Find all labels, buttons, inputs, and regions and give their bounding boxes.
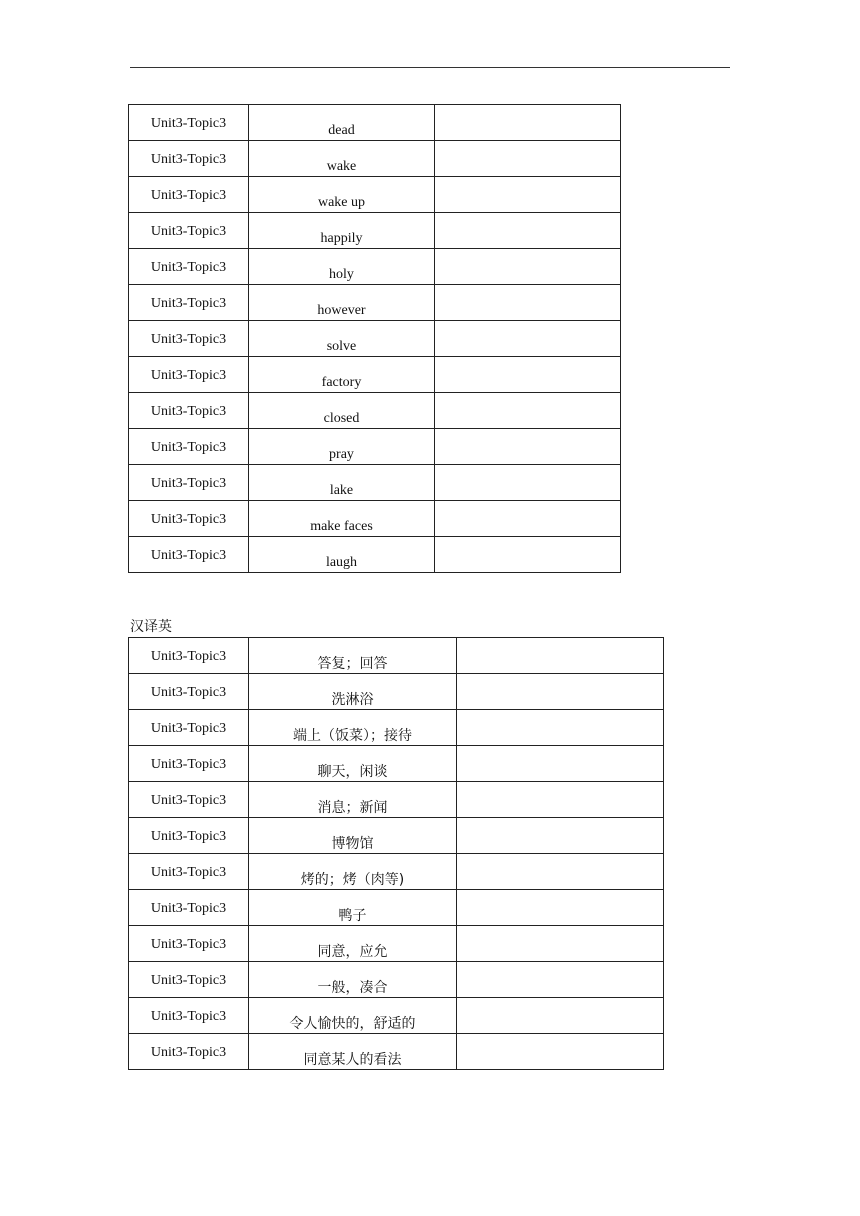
answer-cell[interactable]: [457, 746, 664, 782]
word-cell: lake: [249, 465, 435, 501]
header-rule: [130, 67, 730, 68]
unit-cell: Unit3-Topic3: [129, 429, 249, 465]
answer-cell[interactable]: [435, 429, 621, 465]
table2-body: [129, 638, 664, 1070]
table-row: [129, 105, 621, 141]
answer-cell[interactable]: [435, 105, 621, 141]
word-cell: pray: [249, 429, 435, 465]
word-cell: however: [249, 285, 435, 321]
unit-cell: Unit3-Topic3: [129, 926, 249, 962]
unit-cell: Unit3-Topic3: [129, 501, 249, 537]
word-cell: 消息；新闻: [249, 782, 457, 818]
word-cell: 博物馆: [249, 818, 457, 854]
unit-cell: Unit3-Topic3: [129, 213, 249, 249]
answer-cell[interactable]: [435, 465, 621, 501]
word-cell: 同意某人的看法: [249, 1034, 457, 1070]
unit-cell: Unit3-Topic3: [129, 177, 249, 213]
table-row: [129, 926, 664, 962]
table-row: [129, 213, 621, 249]
unit-cell: Unit3-Topic3: [129, 357, 249, 393]
word-cell: solve: [249, 321, 435, 357]
word-cell: wake: [249, 141, 435, 177]
answer-cell[interactable]: [435, 501, 621, 537]
answer-cell[interactable]: [435, 537, 621, 573]
table-row: [129, 393, 621, 429]
word-cell: 鸭子: [249, 890, 457, 926]
answer-cell[interactable]: [457, 818, 664, 854]
unit-cell: Unit3-Topic3: [129, 465, 249, 501]
unit-cell: Unit3-Topic3: [129, 890, 249, 926]
table-row: [129, 537, 621, 573]
answer-cell[interactable]: [457, 854, 664, 890]
answer-cell[interactable]: [435, 321, 621, 357]
table-row: [129, 674, 664, 710]
unit-cell: Unit3-Topic3: [129, 105, 249, 141]
unit-cell: Unit3-Topic3: [129, 854, 249, 890]
unit-cell: Unit3-Topic3: [129, 321, 249, 357]
answer-cell[interactable]: [457, 782, 664, 818]
word-cell: make faces: [249, 501, 435, 537]
unit-cell: Unit3-Topic3: [129, 674, 249, 710]
word-cell: wake up: [249, 177, 435, 213]
answer-cell[interactable]: [435, 213, 621, 249]
word-cell: 答复；回答: [249, 638, 457, 674]
answer-cell[interactable]: [435, 249, 621, 285]
table-row: [129, 962, 664, 998]
answer-cell[interactable]: [457, 998, 664, 1034]
table-row: [129, 890, 664, 926]
word-cell: 洗淋浴: [249, 674, 457, 710]
table-row: [129, 141, 621, 177]
unit-cell: Unit3-Topic3: [129, 285, 249, 321]
table-row: [129, 177, 621, 213]
unit-cell: Unit3-Topic3: [129, 962, 249, 998]
unit-cell: Unit3-Topic3: [129, 537, 249, 573]
unit-cell: Unit3-Topic3: [129, 818, 249, 854]
word-cell: happily: [249, 213, 435, 249]
table-row: [129, 710, 664, 746]
answer-cell[interactable]: [435, 141, 621, 177]
unit-cell: Unit3-Topic3: [129, 782, 249, 818]
answer-cell[interactable]: [435, 285, 621, 321]
word-cell: factory: [249, 357, 435, 393]
answer-cell[interactable]: [457, 674, 664, 710]
table-row: [129, 357, 621, 393]
word-cell: 烤的；烤（肉等): [249, 854, 457, 890]
answer-cell[interactable]: [435, 357, 621, 393]
table-row: [129, 818, 664, 854]
word-cell: closed: [249, 393, 435, 429]
unit-cell: Unit3-Topic3: [129, 998, 249, 1034]
table1-body: [129, 105, 621, 573]
answer-cell[interactable]: [457, 710, 664, 746]
table-row: [129, 854, 664, 890]
table-row: [129, 501, 621, 537]
chinese-to-english-table: [128, 637, 664, 1070]
answer-cell[interactable]: [457, 890, 664, 926]
answer-cell[interactable]: [457, 638, 664, 674]
answer-cell[interactable]: [457, 962, 664, 998]
table-row: [129, 429, 621, 465]
unit-cell: Unit3-Topic3: [129, 249, 249, 285]
word-cell: dead: [249, 105, 435, 141]
table-row: [129, 782, 664, 818]
answer-cell[interactable]: [457, 1034, 664, 1070]
english-to-chinese-table: [128, 104, 621, 573]
unit-cell: Unit3-Topic3: [129, 746, 249, 782]
table-row: [129, 1034, 664, 1070]
word-cell: 令人愉快的，舒适的: [249, 998, 457, 1034]
answer-cell[interactable]: [457, 926, 664, 962]
table-row: [129, 746, 664, 782]
table-row: [129, 321, 621, 357]
table-row: [129, 998, 664, 1034]
unit-cell: Unit3-Topic3: [129, 710, 249, 746]
section-label-chinese-to-english: 汉译英: [130, 619, 172, 635]
table-row: [129, 249, 621, 285]
word-cell: 聊天，闲谈: [249, 746, 457, 782]
table-row: [129, 465, 621, 501]
unit-cell: Unit3-Topic3: [129, 1034, 249, 1070]
table-row: [129, 285, 621, 321]
unit-cell: Unit3-Topic3: [129, 393, 249, 429]
unit-cell: Unit3-Topic3: [129, 638, 249, 674]
word-cell: holy: [249, 249, 435, 285]
word-cell: 端上（饭菜）；接待: [249, 710, 457, 746]
word-cell: 同意，应允: [249, 926, 457, 962]
answer-cell[interactable]: [435, 393, 621, 429]
table-row: [129, 638, 664, 674]
word-cell: 一般，凑合: [249, 962, 457, 998]
word-cell: laugh: [249, 537, 435, 573]
answer-cell[interactable]: [435, 177, 621, 213]
unit-cell: Unit3-Topic3: [129, 141, 249, 177]
